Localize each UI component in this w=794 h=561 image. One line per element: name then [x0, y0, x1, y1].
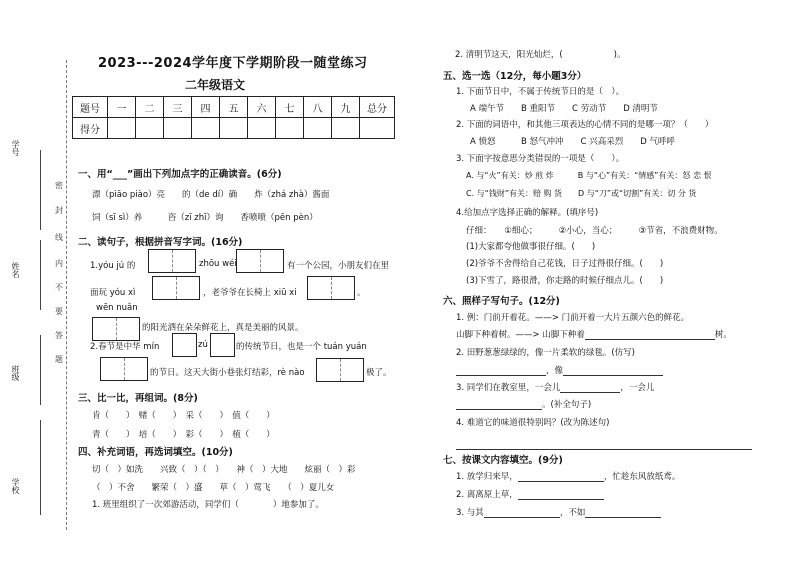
answer-blank[interactable]	[456, 409, 542, 410]
s2-text: 的阳光洒在朵朵鲜花上，真是美丽的风景。	[142, 323, 304, 333]
s4-line-2[interactable]: （ ）不舍 繁荣（ ）盛 草（ ）莺飞 （ ）夏儿女	[92, 483, 335, 493]
score-input[interactable]	[164, 118, 192, 139]
s1-line-2[interactable]: 饲（sī sì）养 咨（zī zhī）询 香喷喷（pēn pèn）	[92, 213, 318, 223]
section-6-title: 六、照样子写句子。(12分)	[443, 296, 560, 307]
writing-grid[interactable]	[92, 317, 140, 341]
s7-q1	[456, 470, 680, 482]
s6-q3-mid: ，一会儿	[620, 383, 655, 393]
s5-q3[interactable]: 3. 下面字按意思分类错误的一项是（ ）。	[456, 154, 625, 164]
s2-text: 面玩 yóu xì	[90, 288, 136, 298]
seal-char: 要	[55, 307, 63, 316]
s6-q3-line2	[456, 398, 591, 410]
s2-text: 1.yóu jú 的	[90, 261, 136, 271]
s2-text: 的节日。这天大街小巷张灯结彩，rè nào	[150, 368, 305, 378]
s7-q3-text: 3. 与其	[456, 508, 484, 518]
score-cell: 六	[248, 97, 276, 118]
s7-q1-end: ，忙趁东风放纸鸢。	[603, 472, 681, 482]
writing-grid[interactable]	[236, 249, 284, 273]
s4-line-1[interactable]: 切（ ）如洗 兴致（ ）（ ） 神（ ）大地 炫丽（ ）彩	[92, 465, 356, 475]
s2-text: 的传统节日，也是一个 tuán yuán	[236, 342, 367, 352]
s7-q2-text: 2. 离离原上草，	[456, 490, 518, 500]
score-input[interactable]	[360, 118, 395, 139]
s2-text: 2.春节是中华 mín	[90, 342, 160, 352]
s5-q1-options[interactable]: A 端午节 B 重阳节 C 劳动节 D 清明节	[470, 104, 658, 114]
section-5-title: 五、选一选（12分，每小题3分）	[443, 71, 587, 82]
page-title: 2023---2024学年度下学期阶段一随堂练习	[98, 56, 368, 71]
score-input[interactable]	[332, 118, 360, 139]
s6-q4-answer	[456, 440, 752, 450]
score-cell: 八	[304, 97, 332, 118]
s3-line-1[interactable]: 肯（ ） 赌（ ） 采（ ） 值（ ）	[92, 411, 275, 421]
student-id-label: 学号	[11, 140, 20, 156]
name-field[interactable]	[40, 240, 41, 310]
page-subtitle: 二年级语文	[185, 78, 246, 92]
section-2-title: 二、读句子，根据拼音写字词。(16分)	[78, 237, 243, 248]
s6-q3	[456, 381, 654, 393]
s6-q3-text: 3. 同学们在教室里，一会儿	[456, 383, 561, 393]
s7-q1-text: 1. 放学归来早，	[456, 472, 518, 482]
writing-grid[interactable]	[100, 357, 148, 381]
answer-blank[interactable]	[518, 481, 604, 482]
s5-q2-options[interactable]: A 愤怒 B 怒气冲冲 C 兴高采烈 D 气呼呼	[470, 137, 675, 147]
s5-q2[interactable]: 2. 下面的词语中，和其他三项表达的心情不同的是哪一项？（ ）	[456, 120, 714, 130]
class-field[interactable]	[40, 335, 41, 405]
answer-blank[interactable]	[456, 375, 546, 376]
s6-q4: 4. 难道它的味道很特别吗？(改为陈述句)	[456, 418, 610, 428]
s6-example: 1. 例：门前开着花。——> 门前开着一大片五颜六色的鲜花。	[456, 313, 690, 323]
score-cell: 七	[276, 97, 304, 118]
score-table	[72, 96, 395, 139]
score-cell: 二	[136, 97, 164, 118]
writing-grid[interactable]	[316, 358, 364, 382]
s3-line-2[interactable]: 青（ ） 培（ ） 彩（ ） 植（ ）	[92, 430, 275, 440]
seal-char: 封	[55, 206, 63, 215]
answer-blank[interactable]	[563, 375, 663, 376]
class-label: 班级	[11, 365, 20, 381]
section-4-title: 四、补充词语，再选词填空。(10分)	[78, 447, 233, 458]
s2-text: zú	[198, 340, 208, 350]
s2-text: 有一个公园，小朋友们在里	[287, 261, 390, 271]
score-cell: 五	[220, 97, 248, 118]
s6-example-2-end: 树。	[714, 330, 732, 340]
s6-q3-end: 。(补全句子)	[542, 400, 592, 410]
school-label: 学校	[11, 478, 20, 494]
seal-char: 不	[55, 283, 63, 292]
score-cell: 一	[108, 97, 136, 118]
s6-example-2	[456, 328, 732, 340]
score-input[interactable]	[136, 118, 164, 139]
s5-q4-options: 仔细： ①细心； ②小心，当心； ③节省，不浪费财物。	[466, 226, 723, 236]
answer-blank[interactable]	[585, 517, 661, 518]
score-cell: 三	[164, 97, 192, 118]
writing-grid[interactable]	[307, 276, 355, 300]
s5-q4-1[interactable]: (1)大家都夸他做事很仔细。( )	[466, 242, 596, 252]
writing-grid[interactable]	[210, 333, 235, 357]
seal-char: 密	[55, 181, 63, 190]
score-cell: 九	[332, 97, 360, 118]
s7-q2	[456, 488, 604, 500]
s5-q4-3[interactable]: (3)下雪了，路很滑，你走路的时候仔细点儿。( )	[466, 276, 664, 286]
answer-blank[interactable]	[484, 517, 560, 518]
writing-grid[interactable]	[148, 249, 196, 273]
score-label: 得分	[73, 118, 108, 139]
score-value-row	[73, 118, 395, 139]
answer-blank[interactable]	[518, 499, 604, 500]
s5-q4-2[interactable]: (2)爷爷不舍得给自己花钱，日子过得很仔细。( )	[466, 259, 664, 269]
s5-q3-option-cd[interactable]: C. 与“钱财”有关：赔 购 货 D 与“刀”或“切割”有关：切 分 货	[466, 189, 697, 198]
section-3-title: 三、比一比，再组词。(8分)	[78, 393, 198, 404]
school-field[interactable]	[40, 420, 41, 515]
s1-line-1[interactable]: 漂（piāo piào）亮 的（de dí）确 炸（zhá zhà）酱面	[92, 190, 330, 200]
s6-q2: 2. 田野葱葱绿绿的，像一片柔软的绿毯。(仿写)	[456, 348, 635, 358]
r-top-line[interactable]: 2. 清明节这天，阳光灿烂，( )。	[455, 50, 626, 60]
s2-text: 。	[357, 288, 366, 298]
s6-example-2-text: 山脚下种着树。——> 山脚下种着	[456, 330, 585, 340]
score-input[interactable]	[276, 118, 304, 139]
writing-grid[interactable]	[152, 276, 200, 300]
answer-blank[interactable]	[585, 339, 715, 340]
score-input[interactable]	[108, 118, 136, 139]
s5-q3-option-ab[interactable]: A. 与“火”有关：炒 煎 炸 B 与“心”有关：“情感”有关：怒 恋 恨	[466, 171, 712, 180]
seal-char: 题	[55, 355, 63, 364]
s5-q1[interactable]: 1. 下面节日中，不属于传统节日的是（ ）。	[456, 87, 625, 97]
s2-pinyin: wēn nuǎn	[96, 303, 138, 313]
answer-blank[interactable]	[456, 449, 752, 450]
s6-q2-mid: ，像	[546, 366, 564, 376]
score-cell: 总分	[360, 97, 395, 118]
score-input[interactable]	[192, 118, 220, 139]
score-input[interactable]	[220, 118, 248, 139]
s2-text: ，老爷爷在长椅上 xiū xi	[203, 288, 297, 298]
seal-char: 线	[55, 233, 63, 242]
score-header-row	[73, 97, 395, 118]
section-7-title: 七、按课文内容填空。(9分)	[443, 455, 563, 466]
s6-q2-answer	[456, 364, 663, 376]
binding-line	[66, 60, 67, 530]
s7-q3-mid: ，不如	[559, 508, 586, 518]
s2-text: 极了。	[366, 368, 392, 378]
score-input[interactable]	[304, 118, 332, 139]
score-input[interactable]	[248, 118, 276, 139]
s2-text: zhōu wéi	[199, 259, 237, 269]
writing-grid[interactable]	[172, 333, 197, 357]
s4-line-3[interactable]: 1. 班里组织了一次郊游活动，同学们（ ）地参加了。	[92, 500, 324, 510]
student-id-field[interactable]	[40, 150, 41, 230]
answer-blank[interactable]	[560, 392, 620, 393]
score-cell: 题号	[73, 97, 108, 118]
score-cell: 四	[192, 97, 220, 118]
seal-char: 答	[55, 331, 63, 340]
s7-q3	[456, 506, 661, 518]
section-1-title: 一、用“___”画出下列加点字的正确读音。(6分)	[78, 169, 282, 180]
name-label: 姓名	[11, 262, 20, 278]
s5-q4: 4.给加点字选择正确的解释。(填序号)	[456, 208, 599, 218]
seal-char: 内	[55, 259, 63, 268]
